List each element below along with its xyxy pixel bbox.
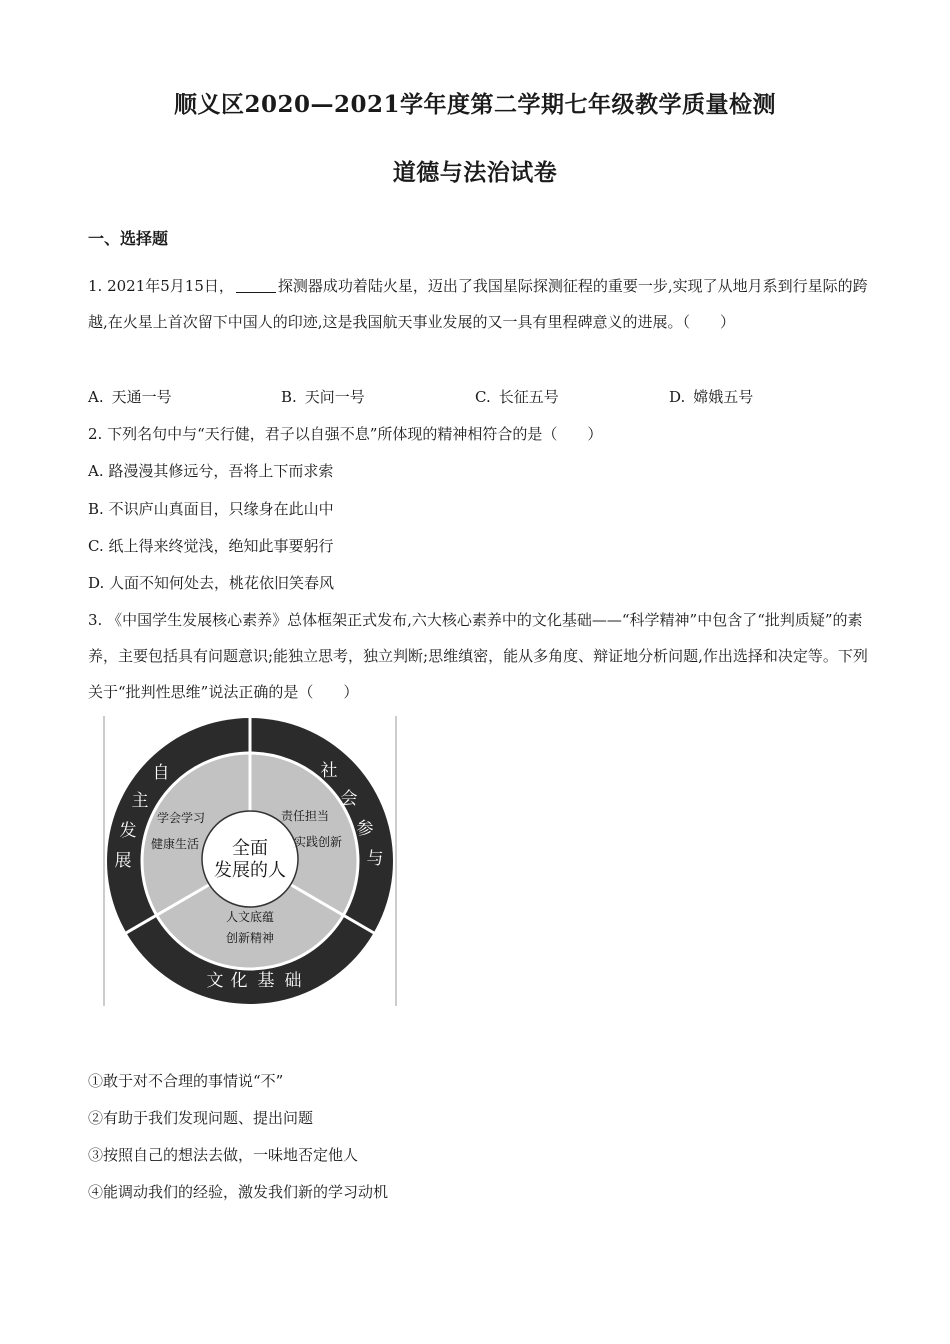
- q3-statement-2: ②有助于我们发现问题、提出问题: [88, 1109, 314, 1127]
- question-1-text-b: 探测器成功着陆火星，迈出了我国星际探测征程的重要一步,实现了从地月系到行星际的跨越,在火星上首次留下中国人的印迹,这是我国航天事业发展的又一具有里程碑意义的进展。（ ）: [88, 277, 868, 331]
- core-literacy-diagram: [103, 716, 398, 1006]
- center-circle: [202, 811, 298, 907]
- q1-option-d[interactable]: D. 嫦娥五号: [669, 388, 754, 406]
- bottom-inner-label-1: 人文底蕴: [225, 910, 275, 924]
- q3-statement-3: ③按照自己的想法去做，一味地否定他人: [88, 1146, 359, 1164]
- q2-option-b[interactable]: B. 不识庐山真面目，只缘身在此山中: [88, 500, 334, 518]
- outer-left-char-4: 展: [114, 851, 132, 871]
- outer-right-char-1: 社: [320, 761, 338, 781]
- right-inner-label-1: 责任担当: [280, 809, 330, 823]
- question-3-stem: 3. 《中国学生发展核心素养》总体框架正式发布,六大核心素养中的文化基础——“科学精神”中包含了“批判质疑”的素养，主要包括具有问题意识;能独立思考，独立判断;思维缜密，能从多角度、辩证地分析问题,作出选择和决定等。下列关于“批判性思维”说法正确的是（ ）: [88, 611, 868, 701]
- right-inner-label-2: 实践创新: [293, 835, 343, 849]
- question-1-options: [88, 386, 868, 410]
- left-inner-label-1: 学会学习: [156, 811, 206, 825]
- outer-bottom-char-1: 文: [206, 971, 224, 991]
- outer-left-char-1: 自: [152, 763, 170, 783]
- outer-right-char-2: 会: [340, 789, 358, 809]
- outer-bottom-char-3: 基: [257, 971, 275, 991]
- question-2-stem: 2. 下列名句中与“天行健，君子以自强不息”所体现的精神相符合的是（ ）: [88, 425, 603, 443]
- q2-option-d[interactable]: D. 人面不知何处去，桃花依旧笑春风: [88, 574, 335, 592]
- bottom-inner-label-2: 创新精神: [225, 931, 275, 945]
- q1-option-c[interactable]: C. 长征五号: [475, 388, 559, 406]
- outer-right-char-4: 与: [366, 849, 384, 869]
- answer-blank: [236, 274, 276, 293]
- q1-option-a[interactable]: A. 天通一号: [88, 388, 172, 406]
- q3-statement-1: ①敢于对不合理的事情说“不”: [88, 1072, 284, 1090]
- left-inner-label-2: 健康生活: [150, 837, 200, 851]
- center-label-2: 发展的人: [214, 860, 286, 881]
- exam-subtitle: 道德与法治试卷: [392, 159, 558, 186]
- outer-left-char-2: 主: [131, 791, 149, 811]
- center-label-1: 全面: [232, 838, 268, 859]
- q2-option-c[interactable]: C. 纸上得来终觉浅，绝知此事要躬行: [88, 537, 334, 555]
- section-heading: 一、选择题: [88, 229, 169, 248]
- core-literacy-wheel: [103, 716, 398, 1006]
- question-1-text-a: 1. 2021年5月15日，: [88, 277, 234, 295]
- outer-bottom-char-4: 础: [284, 971, 302, 991]
- outer-left-char-3: 发: [119, 821, 137, 841]
- outer-right-char-3: 参: [356, 819, 374, 839]
- question-1-stem: [88, 268, 868, 340]
- exam-title: 顺义区2020—2021学年度第二学期七年级教学质量检测: [173, 91, 777, 118]
- q1-option-b[interactable]: B. 天问一号: [281, 388, 365, 406]
- q3-statement-4: ④能调动我们的经验，激发我们新的学习动机: [88, 1183, 389, 1201]
- outer-bottom-char-2: 化: [230, 971, 248, 991]
- q2-option-a[interactable]: A. 路漫漫其修远兮，吾将上下而求索: [88, 462, 334, 480]
